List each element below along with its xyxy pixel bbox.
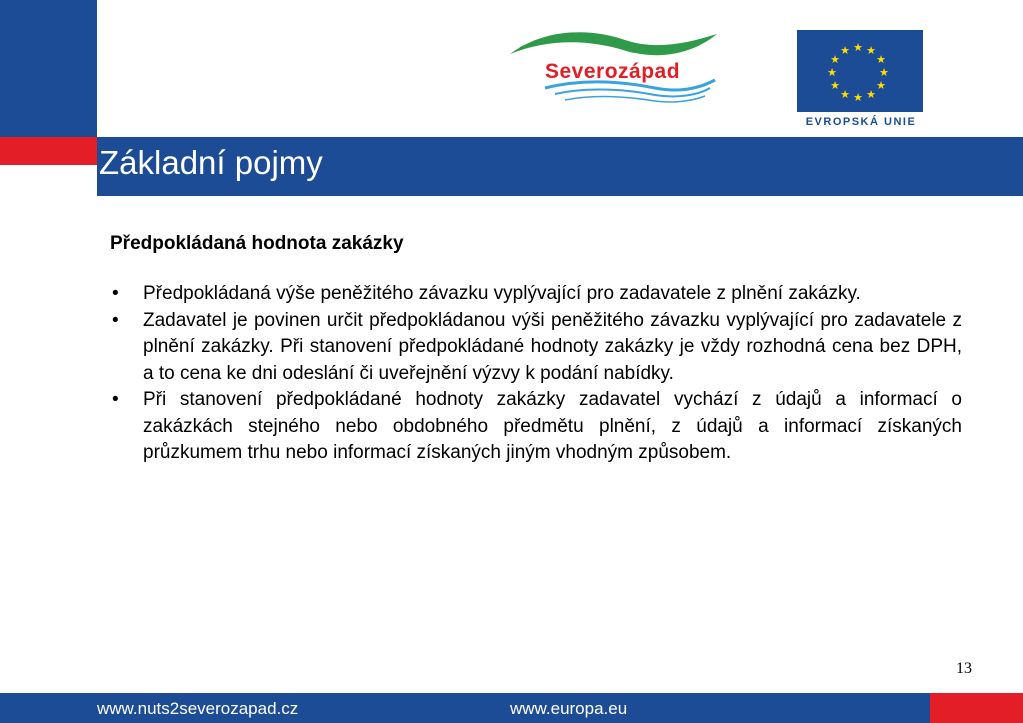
eu-star: ★ — [853, 42, 863, 54]
bullet-list — [110, 281, 962, 467]
page-number: 13 — [956, 660, 972, 677]
section-heading: Předpokládaná hodnota zakázky — [110, 233, 404, 254]
logo-green-wave — [510, 32, 717, 55]
slide-content — [110, 230, 962, 467]
footer-link-nuts2[interactable]: www.nuts2severozapad.cz — [97, 699, 299, 718]
footer-link-europa[interactable]: www.europa.eu — [510, 699, 628, 718]
slide-title: Základní pojmy — [99, 144, 323, 181]
bullet-item — [110, 308, 962, 388]
left-accent-bar-red — [0, 137, 97, 165]
eu-star: ★ — [840, 89, 850, 101]
eu-star: ★ — [853, 92, 863, 104]
eu-caption: EVROPSKÁ UNIE — [805, 116, 917, 128]
eu-star: ★ — [879, 67, 889, 79]
logo-blue-wave-3 — [565, 96, 705, 102]
bullet-text: Zadavatel je povinen určit předpokládanou výši peněžitého závazku vyplývající pro zadavatele z plnění zakázky. Při stanovení předpokládané hodnoty zakázky je vždy rozhodná cena bez DPH, a to cena ke dni odeslání či uveřejnění výzvy k podání nabídky. — [143, 309, 962, 384]
eu-star: ★ — [840, 45, 850, 57]
footer-bar — [0, 693, 1023, 723]
severozapad-logo — [505, 26, 720, 106]
bullet-dot: • — [112, 309, 119, 331]
eu-star: ★ — [866, 45, 876, 57]
bullet-text: Předpokládaná výše peněžitého závazku vyplývající pro zadavatele z plnění zakázky. — [143, 283, 861, 304]
left-accent-bar-blue — [0, 0, 97, 137]
eu-star: ★ — [830, 80, 840, 92]
eu-star: ★ — [866, 89, 876, 101]
bullet-text: Při stanovení předpokládané hodnoty zakázky zadavatel vychází z údajů a informací o zakázkách stejného nebo obdobného předmětu plnění, z údajů a informací získaných průzkumem trhu nebo informací získaných jiným vhodným způsobem. — [143, 389, 962, 463]
eu-star: ★ — [830, 54, 840, 66]
eu-star: ★ — [876, 80, 886, 92]
logo-wordmark: Severozápad — [545, 60, 681, 83]
bullet-dot: • — [112, 389, 119, 410]
title-band — [97, 137, 1023, 196]
eu-star: ★ — [876, 54, 886, 66]
eu-star: ★ — [827, 67, 837, 79]
bullet-item — [110, 387, 962, 467]
bullet-item — [110, 281, 962, 308]
footer-red-accent — [930, 693, 1023, 723]
bullet-dot: • — [112, 283, 119, 304]
eu-flag-logo — [795, 30, 925, 130]
